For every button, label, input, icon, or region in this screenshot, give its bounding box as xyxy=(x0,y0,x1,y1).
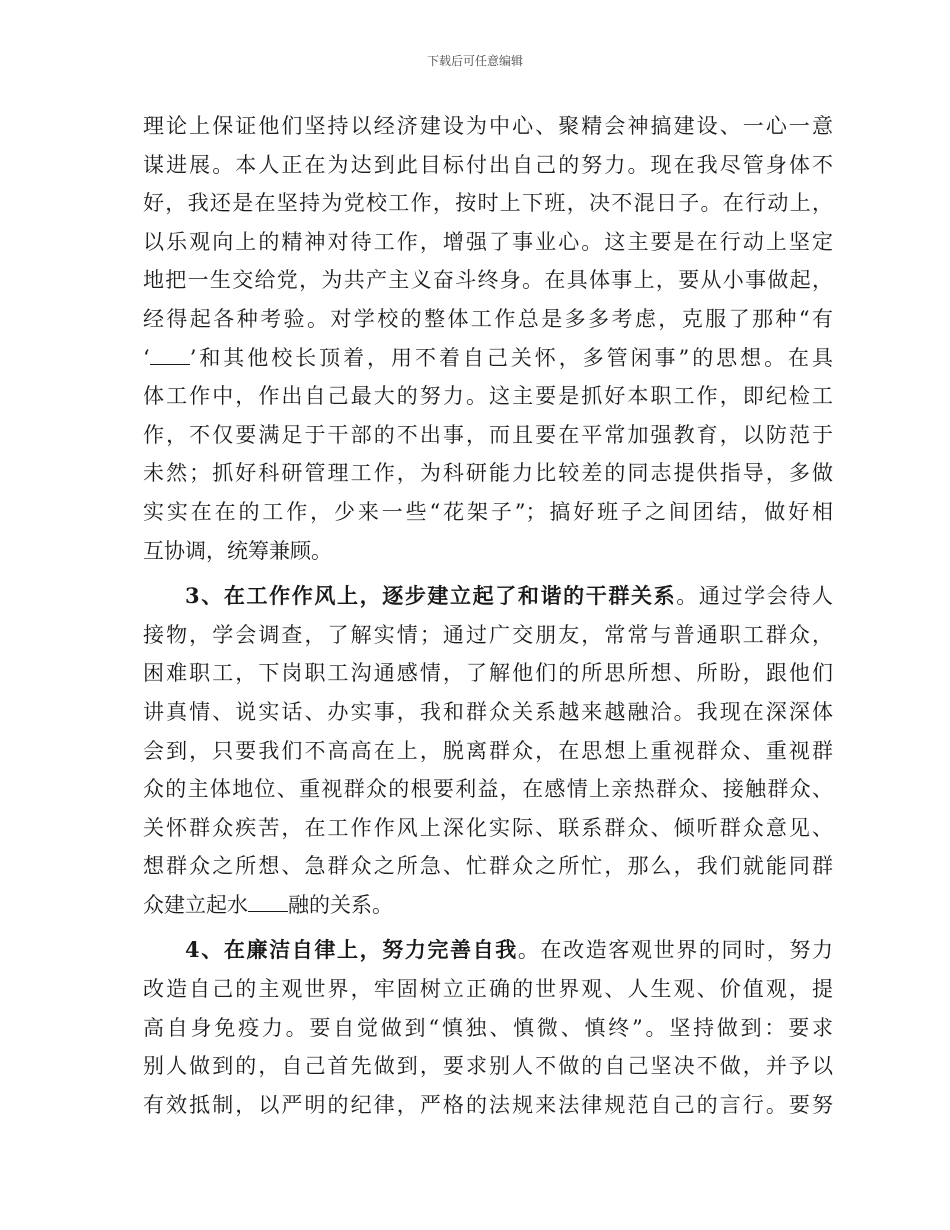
text-line: 有效抵制，以严明的纪律，严格的法规来法律规范自己的言行。要努 xyxy=(143,1092,833,1117)
text-segment: 。在改造客观世界的同时，努力 xyxy=(517,938,833,963)
text-segment: 众建立起水 xyxy=(143,892,248,917)
text-line: 想群众之所想、急群众之所急、忙群众之所忙，那么，我们就能同群 xyxy=(143,854,833,879)
text-line: 改造自己的主观世界，牢固树立正确的世界观、人生观、价值观，提 xyxy=(143,977,833,1002)
text-line: 困难职工，下岗职工沟通感情，了解他们的所思所想、所盼，跟他们 xyxy=(143,661,833,686)
text-line: 实实在在的工作，少来一些“花架子”；搞好班子之间团结，做好相 xyxy=(143,499,833,524)
text-line: 关怀群众疾苦，在工作作风上深化实际、联系群众、倾听群众意见、 xyxy=(143,815,833,840)
text-line: 众的主体地位、重视群众的根要利益，在感情上亲热群众、接触群众、 xyxy=(143,777,833,802)
paragraph-3 xyxy=(143,931,833,1124)
text-line: 体工作中，作出自己最大的努力。这主要是抓好本职工作，即纪检工 xyxy=(143,384,833,409)
text-line-with-blank xyxy=(143,339,833,378)
text-line: 互协调，统筹兼顾。 xyxy=(143,538,332,563)
text-line: 好，我还是在坚持为党校工作，按时上下班，决不混日子。在行动上， xyxy=(143,191,833,216)
paragraph-1 xyxy=(143,107,833,570)
text-line: 谋进展。本人正在为达到此目标付出自己的努力。现在我尽管身体不 xyxy=(143,152,833,177)
text-segment: ’和其他校长顶着，用不着自己关怀，多管闲事”的思想。在具 xyxy=(189,345,833,370)
blank-underline xyxy=(248,891,288,912)
text-line: 别人做到的，自己首先做到，要求别人不做的自己坚决不做，并予以 xyxy=(143,1054,833,1079)
text-segment: 。通过学会待人 xyxy=(676,584,833,609)
blank-underline xyxy=(150,344,190,365)
text-line: 接物，学会调查，了解实情；通过广交朋友，常常与普通职工群众， xyxy=(143,622,833,647)
text-line: 地把一生交给党，为共产主义奋斗终身。在具体事上，要从小事做起， xyxy=(143,268,833,293)
section-heading: 4、在廉洁自律上，努力完善自我 xyxy=(185,937,518,963)
page-header-note: 下载后可任意编辑 xyxy=(426,54,523,68)
text-line-with-blank xyxy=(143,886,833,925)
text-line-with-heading xyxy=(143,577,833,616)
text-line: 讲真情、说实话、办实事，我和群众关系越来越融洽。我现在深深体 xyxy=(143,699,833,724)
section-heading: 3、在工作作风上，逐步建立起了和谐的干群关系 xyxy=(185,583,677,609)
text-segment: 融的关系。 xyxy=(288,892,393,917)
text-line: 经得起各种考验。对学校的整体工作总是多多考虑，克服了那种“有 xyxy=(143,306,833,331)
text-line: 未然；抓好科研管理工作，为科研能力比较差的同志提供指导，多做 xyxy=(143,461,833,486)
quote-mark: ‘ xyxy=(143,345,150,370)
text-line-with-heading xyxy=(143,931,833,970)
text-line: 高自身免疫力。要自觉做到“慎独、慎微、慎终”。坚持做到：要求 xyxy=(143,1015,833,1040)
text-line: 理论上保证他们坚持以经济建设为中心、聚精会神搞建设、一心一意 xyxy=(143,114,833,138)
text-line: 会到，只要我们不高高在上，脱离群众，在思想上重视群众、重视群 xyxy=(143,738,833,763)
document-body xyxy=(143,107,833,1124)
paragraph-2 xyxy=(143,577,833,924)
text-line: 作，不仅要满足于干部的不出事，而且要在平常加强教育，以防范于 xyxy=(143,422,833,447)
text-line: 以乐观向上的精神对待工作，增强了事业心。这主要是在行动上坚定 xyxy=(143,229,833,254)
